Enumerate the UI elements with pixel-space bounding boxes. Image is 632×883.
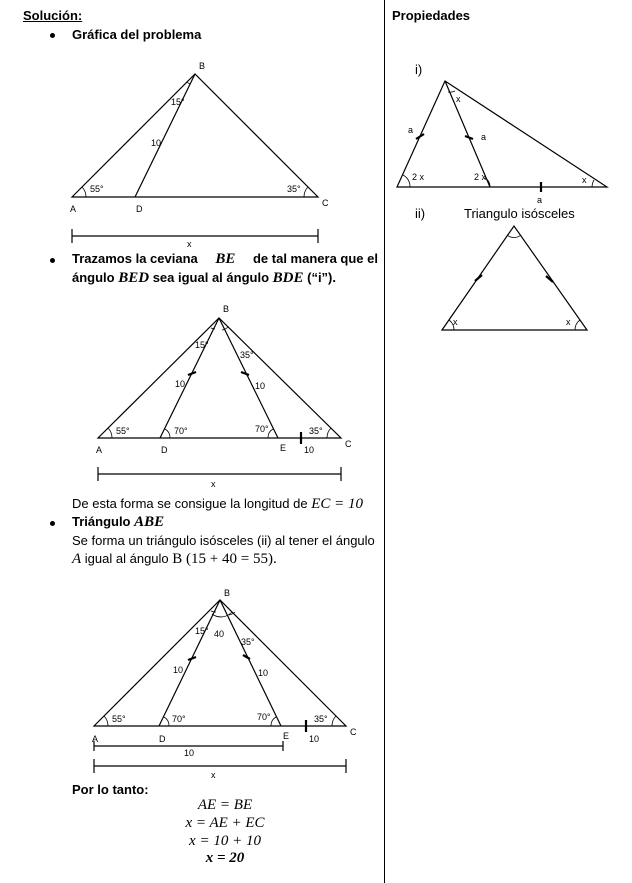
item2-line2-text-a: ángulo: [72, 270, 115, 285]
angle-arc-c: [304, 187, 308, 197]
item3-line2-math1: A: [72, 551, 82, 567]
label-angle-left: 2 x: [412, 172, 425, 182]
cevian-be: [219, 318, 278, 438]
angle-arc-b: [187, 82, 190, 84]
label-x: x: [211, 770, 216, 780]
prop1-label: i): [415, 62, 423, 77]
label-b: B: [199, 61, 206, 71]
label-d: D: [136, 204, 143, 214]
item3-line2-math2: B (15 + 40 = 55).: [172, 551, 277, 567]
label-a-bottom: a: [537, 195, 543, 205]
angle-arc-e: [271, 717, 276, 726]
item2-line1-text-a: Trazamos la ceviana: [72, 251, 198, 266]
label-angle-a: 55°: [90, 184, 104, 194]
tick-bd: [188, 372, 196, 375]
label-angle-b: 15°: [171, 97, 185, 107]
cevian-bd: [159, 600, 220, 726]
label-x-right: x: [582, 175, 587, 185]
label-x-top: x: [456, 94, 461, 104]
property-2-figure: [442, 226, 587, 330]
tick-be: [241, 372, 249, 375]
figure-3: [92, 588, 357, 780]
label-angle-b40: 40: [214, 629, 225, 639]
tick-left-a: [416, 134, 424, 139]
ec-math: EC = 10: [311, 496, 364, 512]
angle-arc-e: [268, 429, 273, 438]
angle-arc-b40: [212, 612, 232, 617]
label-angle-d: 70°: [174, 426, 188, 436]
properties-heading: Propiedades: [392, 8, 471, 23]
triangle-prop1: [397, 81, 607, 187]
angle-arc-d: [164, 717, 169, 726]
prop2-title: Triangulo isósceles: [464, 206, 575, 221]
figure-2: [96, 304, 352, 489]
item2-line2-text-b: sea igual al ángulo: [152, 270, 270, 285]
tick-mid-a: [465, 136, 473, 139]
label-angle-b2: 35°: [240, 350, 254, 360]
triangle-abc: [72, 74, 318, 197]
angle-arc-a: [104, 716, 108, 726]
label-x: x: [211, 479, 216, 489]
label-b: B: [223, 304, 230, 314]
label-b: B: [224, 588, 231, 598]
label-angle-a: 55°: [116, 426, 130, 436]
prop2-label: ii): [415, 206, 426, 221]
property-1-figure: [397, 81, 607, 205]
label-angle-b1: 15°: [195, 340, 209, 350]
item1-title: Gráfica del problema: [72, 27, 202, 42]
label-e: E: [283, 731, 290, 741]
label-angle-c: 35°: [287, 184, 301, 194]
label-angle-b2: 35°: [241, 637, 255, 647]
label-angle-e: 70°: [255, 424, 269, 434]
label-c: C: [345, 439, 352, 449]
item2-line2-text-c: (“i”).: [307, 270, 336, 285]
label-angle-a: 55°: [112, 714, 126, 724]
item3-line2-text: igual al ángulo: [84, 551, 169, 566]
solution-heading: Solución:: [23, 8, 83, 23]
angle-arc-c: [332, 716, 336, 726]
angle-arc-a: [108, 428, 112, 438]
item2-line1-math: BE: [215, 251, 236, 267]
item2-line2-math1: BED: [118, 270, 150, 286]
label-a-mid: a: [481, 132, 487, 142]
equation-2: x = AE + EC: [185, 815, 265, 831]
angle-arc-right: [592, 180, 594, 187]
label-a: A: [92, 734, 99, 744]
item2-line2-math2: BDE: [272, 270, 304, 286]
angle-arc-d: [165, 429, 170, 438]
label-angle-d: 70°: [172, 714, 186, 724]
label-c: C: [322, 198, 329, 208]
label-x-right: x: [566, 317, 571, 327]
ec-text: De esta forma se consigue la longitud de: [72, 496, 308, 511]
cevian-be: [220, 600, 281, 726]
isosceles-triangle: [442, 226, 587, 330]
label-be: 10: [258, 668, 269, 678]
cevian-bd: [135, 74, 195, 197]
label-angle-c: 35°: [314, 714, 328, 724]
triangle-abc: [94, 600, 346, 726]
label-a: A: [96, 445, 103, 455]
cevian-bd: [160, 318, 219, 438]
label-angle-b1: 15°: [195, 626, 209, 636]
label-ec: 10: [304, 445, 315, 455]
equation-4: x = 20: [205, 850, 245, 866]
figure-1: [70, 61, 329, 249]
label-a: A: [70, 204, 77, 214]
label-ec: 10: [309, 734, 320, 744]
angle-arc-a: [82, 187, 86, 197]
label-a-left: a: [408, 125, 414, 135]
equation-3: x = 10 + 10: [189, 833, 261, 849]
angle-arc-left: [403, 175, 410, 187]
equation-1: AE = BE: [197, 797, 253, 813]
label-d: D: [159, 734, 166, 744]
label-bd: 10: [151, 138, 162, 148]
triangle-abc: [98, 318, 341, 438]
item3-line1: Se forma un triángulo isósceles (ii) al tener el ángulo: [72, 533, 375, 548]
label-angle-e: 70°: [257, 712, 271, 722]
label-x: x: [187, 239, 192, 249]
angle-arc-right: [575, 320, 580, 330]
label-bd: 10: [173, 665, 184, 675]
tick-left-side: [475, 275, 482, 281]
item3-title-text: Triángulo: [72, 514, 131, 529]
angle-arc-c: [327, 428, 331, 438]
label-x-left: x: [453, 317, 458, 327]
label-angle-c: 35°: [309, 426, 323, 436]
conclusion-title: Por lo tanto:: [72, 782, 149, 797]
tick-bd: [188, 657, 196, 660]
label-be: 10: [255, 381, 266, 391]
label-d: D: [161, 445, 168, 455]
angle-arc-top: [507, 235, 521, 238]
label-bd: 10: [175, 379, 186, 389]
label-ae: 10: [184, 748, 195, 758]
label-c: C: [350, 727, 357, 737]
item2-line1-text-b: de tal manera que el: [252, 251, 378, 266]
label-angle-mid: 2 x: [474, 172, 487, 182]
item3-title-math: ABE: [134, 514, 165, 530]
label-e: E: [280, 443, 287, 453]
